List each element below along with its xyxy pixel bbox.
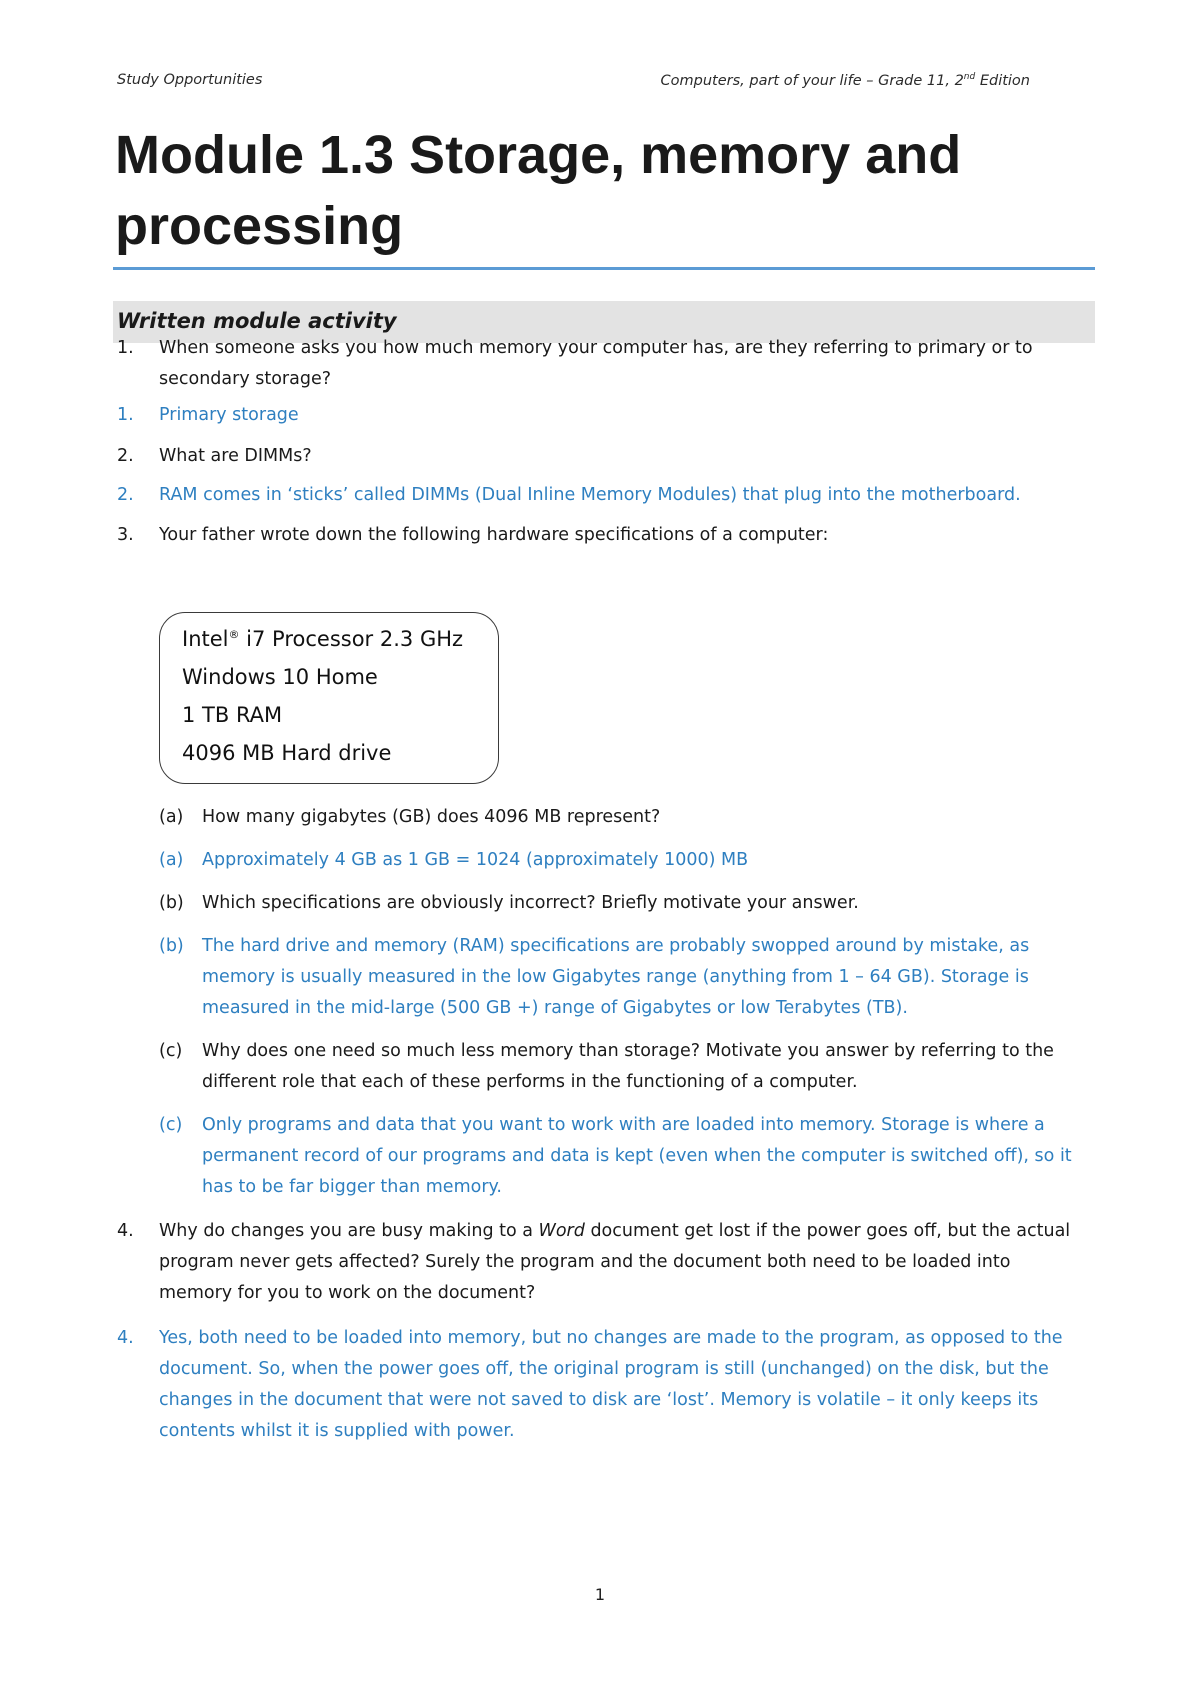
spec-processor: Intel® i7 Processor 2.3 GHz: [182, 627, 464, 651]
question-3b: [159, 888, 1089, 919]
spec-hard-drive: 4096 MB Hard drive: [182, 741, 392, 765]
spec-ram: 1 TB RAM: [182, 703, 283, 727]
question-number: (c): [159, 1041, 183, 1061]
answer-3a: [159, 845, 1089, 876]
answer-text: Yes, both need to be loaded into memory, but no changes are made to the program, as opposed to the document. So, when the power goes off, the original program is still (unchanged) on the disk, but the changes in the document that were not saved to disk are ‘lost’. Memory is volatile – it only keeps its contents whilst it is supplied with power.: [159, 1328, 1063, 1441]
question-text: Which specifications are obviously incorrect? Briefly motivate your answer.: [202, 893, 859, 913]
answer-number: 2.: [117, 485, 134, 505]
question-text: What are DIMMs?: [159, 446, 312, 466]
page-number: 1: [594, 1585, 606, 1604]
question-number: 1.: [117, 338, 134, 358]
question-text: How many gigabytes (GB) does 4096 MB represent?: [202, 807, 661, 827]
answer-2: [117, 480, 1077, 511]
page-title: [115, 120, 1045, 262]
question-number: 4.: [117, 1221, 134, 1241]
answer-1: [117, 400, 1077, 431]
answer-3c: [159, 1110, 1089, 1203]
answer-number: (a): [159, 850, 184, 870]
title-underline: [113, 267, 1095, 270]
question-number: (a): [159, 807, 184, 827]
answer-text: Only programs and data that you want to work with are loaded into memory. Storage is where a permanent record of our programs and data is kept (even when the computer is switched off), so it has to be far bigger than memory.: [202, 1115, 1072, 1197]
answer-3b: [159, 931, 1089, 1024]
question-text: Your father wrote down the following hardware specifications of a computer:: [159, 525, 829, 545]
question-3c: [159, 1036, 1089, 1098]
answer-number: (c): [159, 1115, 183, 1135]
answer-4: [117, 1323, 1077, 1447]
question-3: [117, 520, 1077, 551]
answer-number: 1.: [117, 405, 134, 425]
question-number: (b): [159, 893, 184, 913]
title-line-1: Module 1.3 Storage, memory and: [115, 125, 962, 185]
header-left: Study Opportunities: [117, 72, 263, 88]
answer-number: 4.: [117, 1328, 134, 1348]
header-right: Computers, part of your life – Grade 11, 2nd Edition: [660, 72, 1030, 89]
title-line-2: processing: [115, 196, 404, 256]
question-text: When someone asks you how much memory your computer has, are they referring to primary or to secondary storage?: [159, 338, 1033, 389]
answer-text: The hard drive and memory (RAM) specifications are probably swopped around by mistake, as memory is usually measured in the low Gigabytes range (anything from 1 – 64 GB). Storage is measured in the mid-large (500 GB +) range of Gigabytes or low Terabytes (TB).: [202, 936, 1030, 1018]
question-number: 3.: [117, 525, 134, 545]
question-2: [117, 441, 1077, 472]
answer-text: Primary storage: [159, 405, 299, 425]
question-text: Why do changes you are busy making to a Word document get lost if the power goes off, but the actual program never gets affected? Surely the program and the document both need to be loaded into memory for you to work on the document?: [159, 1221, 1071, 1303]
answer-text: Approximately 4 GB as 1 GB = 1024 (approximately 1000) MB: [202, 850, 749, 870]
hardware-spec-box: [159, 612, 499, 784]
question-number: 2.: [117, 446, 134, 466]
section-heading-text: Written module activity: [117, 309, 397, 333]
page-header: [117, 72, 1030, 89]
spec-os: Windows 10 Home: [182, 665, 378, 689]
question-4: [117, 1216, 1077, 1309]
answer-text: RAM comes in ‘sticks’ called DIMMs (Dual Inline Memory Modules) that plug into the motherboard.: [159, 485, 1021, 505]
question-3a: [159, 802, 1089, 833]
question-1: [117, 333, 1077, 395]
answer-number: (b): [159, 936, 184, 956]
question-text: Why does one need so much less memory than storage? Motivate you answer by referring to the different role that each of these performs in the functioning of a computer.: [202, 1041, 1054, 1092]
